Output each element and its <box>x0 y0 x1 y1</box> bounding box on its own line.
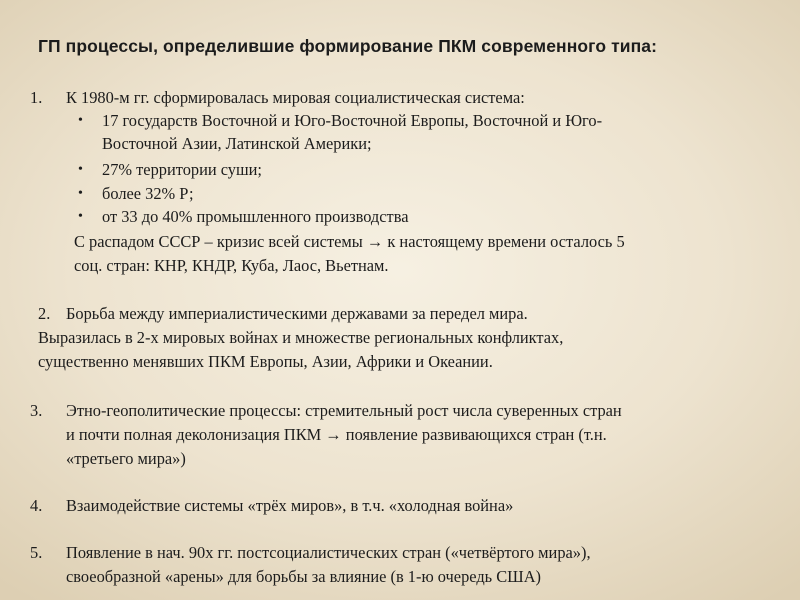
item-1-note-line-2: соц. стран: КНР, КНДР, Куба, Лаос, Вьетнам. <box>74 256 389 275</box>
item-5-line-2: своеобразной «арены» для борьбы за влияние (в 1-ю очередь США) <box>66 567 541 586</box>
item-1-bullet-1-line-2: Восточной Азии, Латинской Америки; <box>102 134 372 153</box>
item-1-bullet-1-line-1: 17 государств Восточной и Юго-Восточной Европы, Восточной и Юго- <box>102 111 603 130</box>
item-1-note-line-1: С распадом СССР – кризис всей системы → к настоящему времени осталось 5 <box>74 232 625 251</box>
bullet-marker: • <box>78 113 83 128</box>
bullet-marker: • <box>78 162 83 177</box>
item-4-line-1: Взаимодействие системы «трёх миров», в т.ч. «холодная война» <box>66 496 514 515</box>
item-3-line-2: и почти полная деколонизация ПКМ → появление развивающихся стран (т.н. <box>66 425 607 444</box>
item-3-number: 3. <box>30 401 43 420</box>
item-1-bullet-4: от 33 до 40% промышленного производства <box>102 207 409 226</box>
item-3-line-3: «третьего мира») <box>66 449 186 468</box>
bullet-marker: • <box>78 209 83 224</box>
item-2-note-line-1: Выразилась в 2-х мировых войнах и множестве региональных конфликтах, <box>38 328 564 347</box>
item-4-number: 4. <box>30 496 43 515</box>
bullet-marker: • <box>78 186 83 201</box>
item-1-bullet-3: более 32% Р; <box>102 184 194 203</box>
slide-title: ГП процессы, определившие формирование ПКМ современного типа: <box>38 36 658 56</box>
item-1-bullet-2: 27% территории суши; <box>102 160 262 179</box>
item-1-number: 1. <box>30 88 43 107</box>
item-2-note-line-2: существенно менявших ПКМ Европы, Азии, Африки и Океании. <box>38 352 493 371</box>
item-5-number: 5. <box>30 543 43 562</box>
item-3-line-1: Этно-геополитические процессы: стремительный рост числа суверенных стран <box>66 401 622 420</box>
item-1-text: К 1980-м гг. сформировалась мировая социалистическая система: <box>66 88 525 107</box>
item-2-text: Борьба между империалистическими державами за передел мира. <box>66 304 528 323</box>
item-5-line-1: Появление в нач. 90х гг. постсоциалистических стран («четвёртого мира»), <box>66 543 591 562</box>
item-2-number: 2. <box>38 304 51 323</box>
